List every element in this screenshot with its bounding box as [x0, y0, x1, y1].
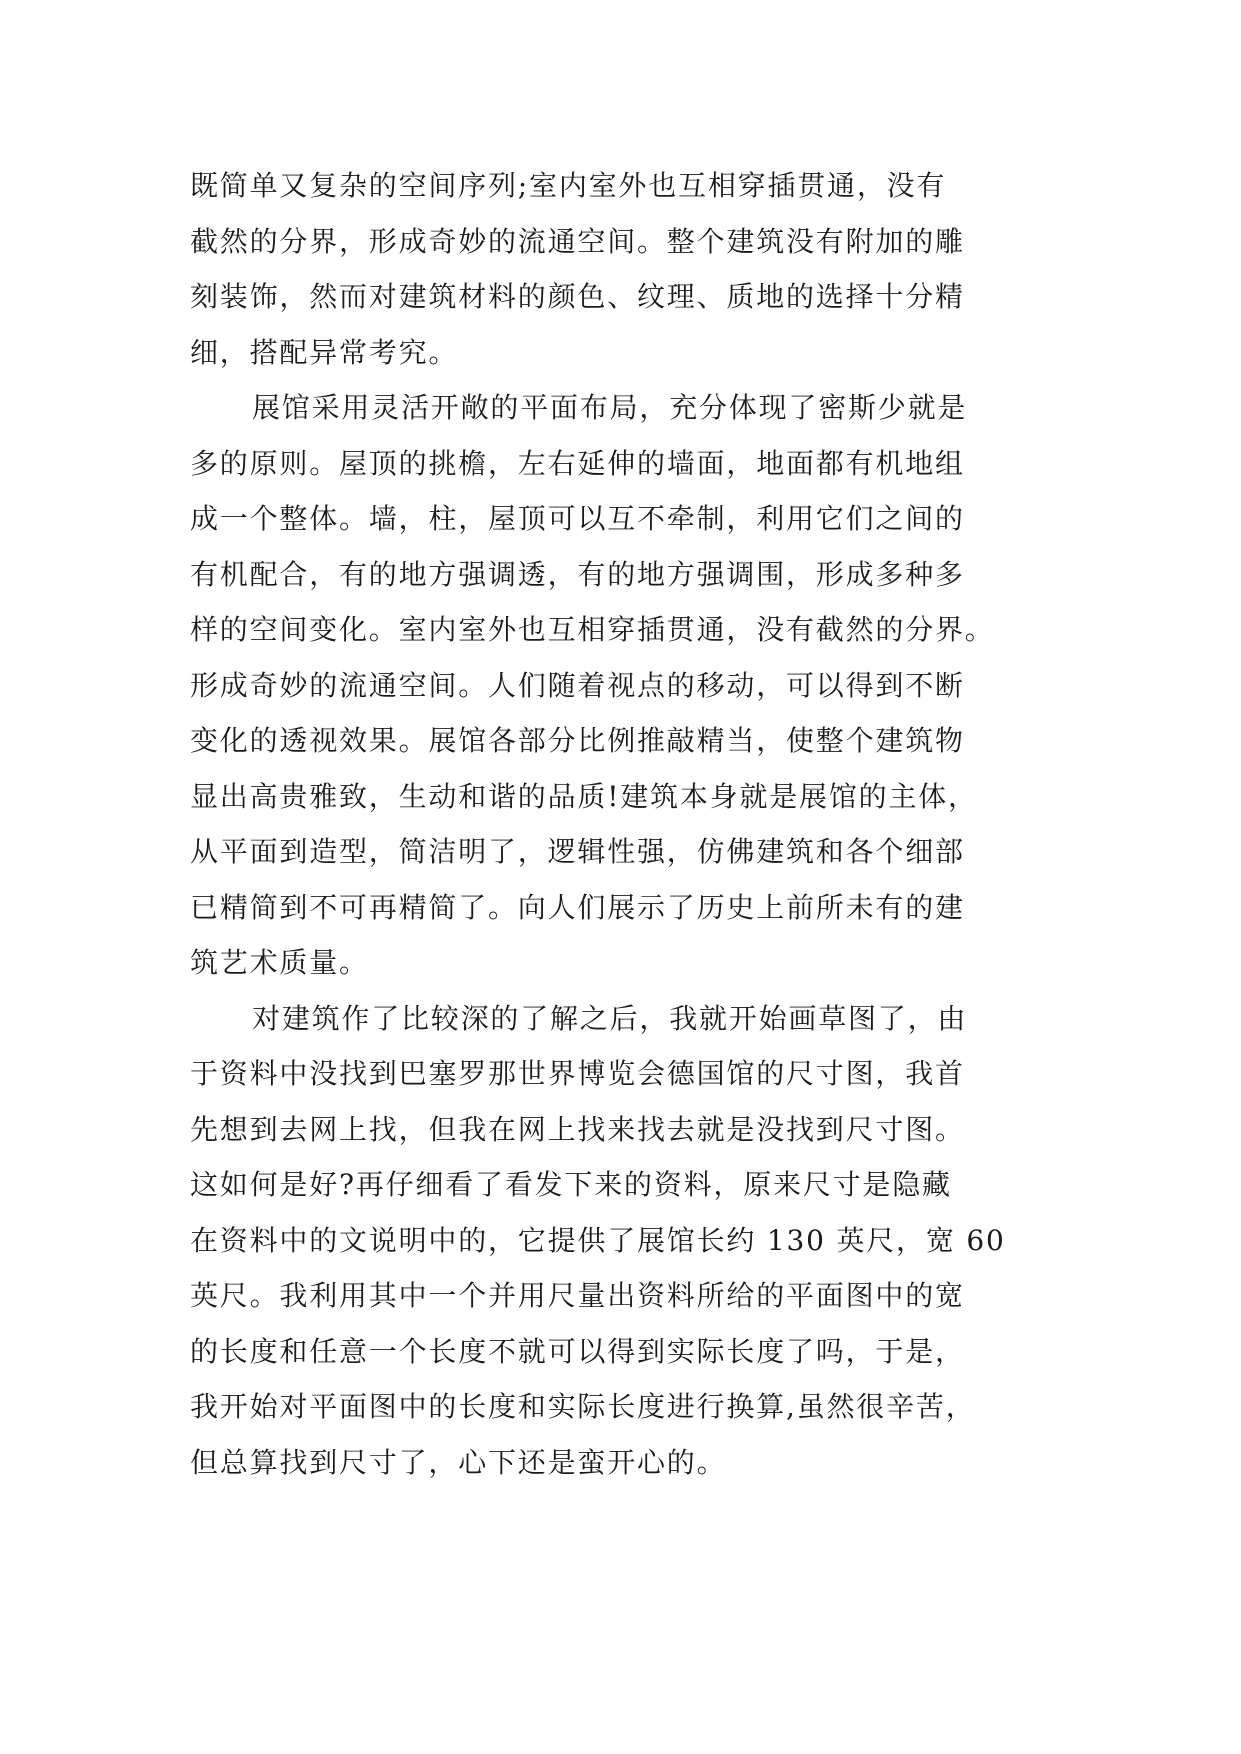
- text-line: 样的空间变化。室内室外也互相穿插贯通，没有截然的分界。: [190, 613, 995, 646]
- text-line: 这如何是好?再仔细看了看发下来的资料，原来尺寸是隐藏: [190, 1168, 952, 1201]
- text-line: 筑艺术质量。: [190, 946, 369, 979]
- text-line: 多的原则。屋顶的挑檐，左右延伸的墙面，地面都有机地组: [190, 446, 965, 480]
- text-line: 我开始对平面图中的长度和实际长度进行换算,虽然很辛苦，: [190, 1390, 976, 1423]
- text-line: 从平面到造型，简洁明了，逻辑性强，仿佛建筑和各个细部: [190, 835, 965, 868]
- text-line: 截然的分界，形成奇妙的流通空间。整个建筑没有附加的雕: [190, 224, 965, 258]
- text-line: 于资料中没找到巴塞罗那世界博览会德国馆的尺寸图，我首: [190, 1057, 965, 1090]
- text-line: 先想到去网上找，但我在网上找来找去就是没找到尺寸图。: [190, 1112, 965, 1146]
- text-line: 成一个整体。墙，柱，屋顶可以互不牵制，利用它们之间的: [190, 502, 965, 535]
- text-line: 已精简到不可再精简了。向人们展示了历史上前所未有的建: [190, 890, 965, 924]
- paragraph-3: [190, 991, 1050, 1491]
- text-line: 既简单又复杂的空间序列;室内室外也互相穿插贯通，没有: [190, 169, 947, 202]
- paragraph-2: [190, 380, 1050, 991]
- text-line: 刻装饰，然而对建筑材料的颜色、纹理、质地的选择十分精: [190, 280, 965, 313]
- paragraph-1: [190, 158, 1050, 380]
- text-line: 对建筑作了比较深的了解之后，我就开始画草图了，由: [252, 1001, 968, 1035]
- text-line: 展馆采用灵活开敞的平面布局，充分体现了密斯少就是: [252, 391, 968, 424]
- text-line: 细，搭配异常考究。: [190, 335, 459, 369]
- text-line: 英尺。我利用其中一个并用尺量出资料所给的平面图中的宽: [190, 1279, 965, 1312]
- text-line: 变化的透视效果。展馆各部分比例推敲精当，使整个建筑物: [190, 724, 965, 757]
- text-line: 形成奇妙的流通空间。人们随着视点的移动，可以得到不断: [190, 668, 965, 702]
- document-page: [190, 158, 1050, 1490]
- text-line: 有机配合，有的地方强调透，有的地方强调围，形成多种多: [190, 557, 965, 591]
- text-line: 的长度和任意一个长度不就可以得到实际长度了吗，于是，: [190, 1334, 965, 1368]
- text-line: 显出高贵雅致，生动和谐的品质!建筑本身就是展馆的主体，: [190, 779, 978, 813]
- text-line: 在资料中的文说明中的，它提供了展馆长约 130 英尺，宽 60: [190, 1223, 1006, 1257]
- text-line: 但总算找到尺寸了，心下还是蛮开心的。: [190, 1445, 727, 1479]
